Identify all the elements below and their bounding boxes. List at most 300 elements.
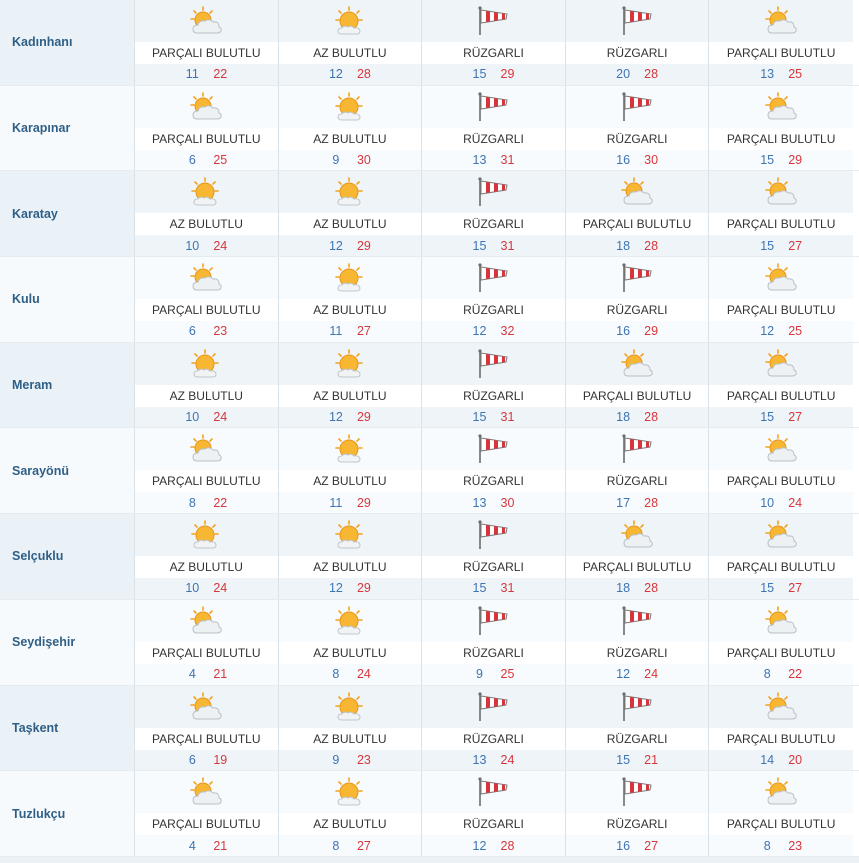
condition-label: PARÇALI BULUTLU bbox=[709, 42, 853, 64]
partly-cloudy-icon bbox=[764, 263, 798, 293]
high-temp: 29 bbox=[356, 581, 371, 596]
high-temp: 24 bbox=[213, 581, 228, 596]
low-temp: 10 bbox=[185, 410, 200, 425]
temperature-range bbox=[279, 492, 422, 513]
high-temp: 30 bbox=[356, 153, 371, 168]
temperature-range bbox=[709, 407, 853, 428]
low-temp: 9 bbox=[476, 667, 483, 682]
temperature-range bbox=[422, 64, 565, 85]
high-temp: 30 bbox=[500, 495, 515, 510]
low-temp: 15 bbox=[760, 238, 775, 253]
forecast-cell bbox=[566, 428, 710, 513]
temperature-range bbox=[279, 578, 422, 599]
forecast-cell bbox=[279, 428, 423, 513]
windsock-icon bbox=[476, 177, 510, 207]
forecast-cell bbox=[279, 686, 423, 771]
mostly-sunny-icon bbox=[189, 520, 223, 550]
high-temp: 22 bbox=[788, 667, 803, 682]
low-temp: 15 bbox=[760, 153, 775, 168]
temperature-range bbox=[135, 407, 278, 428]
city-name[interactable]: Karapınar bbox=[0, 86, 135, 171]
windsock-icon bbox=[476, 6, 510, 36]
high-temp: 30 bbox=[644, 153, 659, 168]
forecast-cell bbox=[709, 257, 853, 342]
high-temp: 27 bbox=[644, 838, 659, 853]
mostly-sunny-icon bbox=[333, 349, 367, 379]
low-temp: 12 bbox=[760, 324, 775, 339]
windsock-icon bbox=[476, 692, 510, 722]
temperature-range bbox=[566, 407, 709, 428]
temperature-range bbox=[422, 578, 565, 599]
forecast-cell bbox=[709, 600, 853, 685]
condition-label: AZ BULUTLU bbox=[135, 213, 278, 235]
icon-area bbox=[135, 86, 278, 128]
temperature-range bbox=[422, 664, 565, 685]
low-temp: 18 bbox=[616, 581, 631, 596]
low-temp: 13 bbox=[760, 67, 775, 82]
city-name[interactable]: Sarayönü bbox=[0, 428, 135, 513]
windsock-icon bbox=[620, 92, 654, 122]
low-temp: 10 bbox=[185, 238, 200, 253]
forecast-cell bbox=[709, 428, 853, 513]
low-temp: 11 bbox=[185, 67, 199, 82]
forecast-cell bbox=[566, 686, 710, 771]
temperature-range bbox=[279, 150, 422, 171]
low-temp: 15 bbox=[472, 67, 487, 82]
low-temp: 15 bbox=[472, 410, 487, 425]
low-temp: 6 bbox=[188, 752, 196, 767]
low-temp: 14 bbox=[760, 752, 775, 767]
temperature-range bbox=[709, 750, 853, 771]
condition-label: RÜZGARLI bbox=[422, 728, 565, 750]
windsock-icon bbox=[620, 777, 654, 807]
condition-label: AZ BULUTLU bbox=[279, 299, 422, 321]
icon-area bbox=[709, 771, 853, 813]
partly-cloudy-icon bbox=[764, 777, 798, 807]
windsock-icon bbox=[476, 434, 510, 464]
icon-area bbox=[422, 514, 565, 556]
temperature-range bbox=[135, 578, 278, 599]
partly-cloudy-icon bbox=[764, 92, 798, 122]
forecast-cell bbox=[135, 686, 279, 771]
icon-area bbox=[135, 600, 278, 642]
condition-label: AZ BULUTLU bbox=[279, 385, 422, 407]
forecast-cell bbox=[709, 771, 853, 856]
temperature-range bbox=[422, 321, 565, 342]
temperature-range bbox=[422, 750, 565, 771]
partly-cloudy-icon bbox=[764, 606, 798, 636]
icon-area bbox=[709, 343, 853, 385]
windsock-icon bbox=[620, 692, 654, 722]
temperature-range bbox=[566, 235, 709, 256]
high-temp: 31 bbox=[500, 153, 515, 168]
condition-label: PARÇALI BULUTLU bbox=[135, 728, 278, 750]
mostly-sunny-icon bbox=[333, 777, 367, 807]
forecast-cell bbox=[566, 86, 710, 171]
forecast-cell bbox=[422, 86, 566, 171]
icon-area bbox=[422, 428, 565, 470]
icon-area bbox=[422, 86, 565, 128]
condition-label: RÜZGARLI bbox=[422, 213, 565, 235]
condition-label: RÜZGARLI bbox=[422, 556, 565, 578]
temperature-range bbox=[566, 750, 709, 771]
high-temp: 29 bbox=[356, 410, 371, 425]
temperature-range bbox=[566, 578, 709, 599]
high-temp: 24 bbox=[500, 752, 515, 767]
mostly-sunny-icon bbox=[333, 606, 367, 636]
icon-area bbox=[422, 257, 565, 299]
temperature-range bbox=[135, 321, 278, 342]
condition-label: PARÇALI BULUTLU bbox=[709, 642, 853, 664]
city-row bbox=[0, 257, 859, 343]
icon-area bbox=[279, 343, 422, 385]
icon-area bbox=[135, 514, 278, 556]
temperature-range bbox=[135, 492, 278, 513]
forecast-cell bbox=[566, 771, 710, 856]
condition-label: RÜZGARLI bbox=[566, 728, 709, 750]
condition-label: PARÇALI BULUTLU bbox=[709, 213, 853, 235]
icon-area bbox=[566, 257, 709, 299]
icon-area bbox=[422, 686, 565, 728]
partly-cloudy-icon bbox=[189, 263, 223, 293]
forecast-cell bbox=[422, 343, 566, 428]
temperature-range bbox=[709, 64, 853, 85]
temperature-range bbox=[279, 321, 422, 342]
icon-area bbox=[709, 257, 853, 299]
high-temp: 29 bbox=[788, 153, 803, 168]
forecast-cell bbox=[279, 86, 423, 171]
high-temp: 23 bbox=[356, 752, 371, 767]
icon-area bbox=[709, 514, 853, 556]
city-name[interactable]: Seydişehir bbox=[0, 600, 135, 685]
icon-area bbox=[279, 600, 422, 642]
condition-label: PARÇALI BULUTLU bbox=[135, 470, 278, 492]
forecast-cell bbox=[422, 428, 566, 513]
high-temp: 23 bbox=[788, 838, 803, 853]
temperature-range bbox=[566, 492, 709, 513]
forecast-cell bbox=[279, 600, 423, 685]
icon-area bbox=[279, 86, 422, 128]
temperature-range bbox=[422, 835, 565, 856]
condition-label: PARÇALI BULUTLU bbox=[135, 299, 278, 321]
temperature-range bbox=[566, 664, 709, 685]
temperature-range bbox=[279, 750, 422, 771]
city-name[interactable]: Karatay bbox=[0, 171, 135, 256]
partly-cloudy-icon bbox=[189, 92, 223, 122]
windsock-icon bbox=[620, 6, 654, 36]
mostly-sunny-icon bbox=[333, 177, 367, 207]
windsock-icon bbox=[620, 606, 654, 636]
partly-cloudy-icon bbox=[764, 349, 798, 379]
low-temp: 6 bbox=[188, 324, 196, 339]
mostly-sunny-icon bbox=[189, 349, 223, 379]
high-temp: 27 bbox=[356, 838, 371, 853]
temperature-range bbox=[135, 750, 278, 771]
icon-area bbox=[709, 428, 853, 470]
high-temp: 28 bbox=[644, 410, 659, 425]
forecast-cell bbox=[566, 171, 710, 256]
forecast-cell bbox=[279, 257, 423, 342]
high-temp: 25 bbox=[213, 153, 228, 168]
high-temp: 24 bbox=[644, 667, 659, 682]
forecast-cell bbox=[135, 171, 279, 256]
city-name[interactable]: Kadınhanı bbox=[0, 0, 135, 85]
partly-cloudy-icon bbox=[189, 606, 223, 636]
mostly-sunny-icon bbox=[333, 692, 367, 722]
high-temp: 27 bbox=[356, 324, 371, 339]
forecast-cell bbox=[135, 0, 279, 85]
low-temp: 17 bbox=[616, 495, 631, 510]
low-temp: 12 bbox=[328, 581, 343, 596]
partly-cloudy-icon bbox=[764, 692, 798, 722]
temperature-range bbox=[709, 664, 853, 685]
icon-area bbox=[422, 600, 565, 642]
icon-area bbox=[709, 686, 853, 728]
partly-cloudy-icon bbox=[764, 434, 798, 464]
high-temp: 31 bbox=[500, 410, 515, 425]
partly-cloudy-icon bbox=[764, 177, 798, 207]
high-temp: 22 bbox=[213, 67, 228, 82]
temperature-range bbox=[135, 235, 278, 256]
condition-label: PARÇALI BULUTLU bbox=[135, 128, 278, 150]
condition-label: AZ BULUTLU bbox=[279, 128, 422, 150]
windsock-icon bbox=[476, 606, 510, 636]
city-row bbox=[0, 343, 859, 429]
forecast-cell bbox=[709, 171, 853, 256]
icon-area bbox=[422, 0, 565, 42]
temperature-range bbox=[709, 235, 853, 256]
icon-area bbox=[135, 771, 278, 813]
high-temp: 25 bbox=[788, 324, 803, 339]
icon-area bbox=[135, 686, 278, 728]
temperature-range bbox=[709, 150, 853, 171]
high-temp: 31 bbox=[500, 238, 515, 253]
icon-area bbox=[279, 171, 422, 213]
low-temp: 12 bbox=[616, 667, 631, 682]
forecast-cell bbox=[135, 257, 279, 342]
low-temp: 10 bbox=[185, 581, 200, 596]
low-temp: 15 bbox=[616, 752, 631, 767]
high-temp: 24 bbox=[213, 238, 228, 253]
forecast-cell bbox=[135, 771, 279, 856]
city-name[interactable]: Meram bbox=[0, 343, 135, 428]
city-row bbox=[0, 86, 859, 172]
mostly-sunny-icon bbox=[189, 177, 223, 207]
icon-area bbox=[566, 771, 709, 813]
low-temp: 8 bbox=[332, 667, 340, 682]
partly-cloudy-icon bbox=[620, 177, 654, 207]
condition-label: RÜZGARLI bbox=[422, 642, 565, 664]
temperature-range bbox=[279, 835, 422, 856]
low-temp: 8 bbox=[763, 838, 771, 853]
icon-area bbox=[135, 343, 278, 385]
condition-label: RÜZGARLI bbox=[422, 385, 565, 407]
temperature-range bbox=[135, 835, 278, 856]
icon-area bbox=[709, 0, 853, 42]
forecast-cell bbox=[279, 514, 423, 599]
icon-area bbox=[135, 257, 278, 299]
city-row bbox=[0, 514, 859, 600]
icon-area bbox=[422, 343, 565, 385]
condition-label: PARÇALI BULUTLU bbox=[709, 728, 853, 750]
city-row bbox=[0, 428, 859, 514]
forecast-cell bbox=[709, 86, 853, 171]
low-temp: 13 bbox=[472, 752, 487, 767]
high-temp: 25 bbox=[500, 667, 515, 682]
temperature-range bbox=[709, 835, 853, 856]
high-temp: 31 bbox=[500, 581, 515, 596]
forecast-cell bbox=[566, 514, 710, 599]
temperature-range bbox=[709, 492, 853, 513]
icon-area bbox=[135, 428, 278, 470]
temperature-range bbox=[279, 64, 422, 85]
low-temp: 18 bbox=[616, 238, 631, 253]
condition-label: PARÇALI BULUTLU bbox=[135, 813, 278, 835]
icon-area bbox=[279, 686, 422, 728]
low-temp: 8 bbox=[763, 667, 771, 682]
temperature-range bbox=[279, 235, 422, 256]
city-row bbox=[0, 600, 859, 686]
temperature-range bbox=[566, 150, 709, 171]
high-temp: 28 bbox=[644, 238, 659, 253]
icon-area bbox=[422, 771, 565, 813]
icon-area bbox=[566, 86, 709, 128]
mostly-sunny-icon bbox=[333, 520, 367, 550]
forecast-cell bbox=[135, 86, 279, 171]
condition-label: AZ BULUTLU bbox=[279, 813, 422, 835]
high-temp: 22 bbox=[213, 495, 228, 510]
temperature-range bbox=[566, 835, 709, 856]
high-temp: 21 bbox=[644, 752, 659, 767]
low-temp: 18 bbox=[616, 410, 631, 425]
icon-area bbox=[709, 171, 853, 213]
forecast-cell bbox=[422, 686, 566, 771]
city-name[interactable]: Taşkent bbox=[0, 686, 135, 771]
condition-label: PARÇALI BULUTLU bbox=[709, 299, 853, 321]
city-row bbox=[0, 771, 859, 857]
forecast-cell bbox=[135, 600, 279, 685]
low-temp: 4 bbox=[188, 838, 196, 853]
high-temp: 28 bbox=[356, 67, 371, 82]
low-temp: 12 bbox=[328, 67, 343, 82]
condition-label: PARÇALI BULUTLU bbox=[566, 385, 709, 407]
mostly-sunny-icon bbox=[333, 434, 367, 464]
icon-area bbox=[279, 771, 422, 813]
city-name[interactable]: Tuzlukçu bbox=[0, 771, 135, 856]
high-temp: 27 bbox=[788, 410, 803, 425]
low-temp: 10 bbox=[760, 495, 775, 510]
high-temp: 28 bbox=[500, 838, 515, 853]
condition-label: RÜZGARLI bbox=[566, 813, 709, 835]
icon-area bbox=[279, 514, 422, 556]
condition-label: RÜZGARLI bbox=[422, 813, 565, 835]
temperature-range bbox=[422, 150, 565, 171]
forecast-cell bbox=[422, 0, 566, 85]
icon-area bbox=[279, 0, 422, 42]
condition-label: RÜZGARLI bbox=[422, 128, 565, 150]
high-temp: 27 bbox=[788, 581, 803, 596]
condition-label: RÜZGARLI bbox=[566, 42, 709, 64]
icon-area bbox=[709, 600, 853, 642]
condition-label: PARÇALI BULUTLU bbox=[709, 556, 853, 578]
forecast-cell bbox=[135, 514, 279, 599]
partly-cloudy-icon bbox=[189, 692, 223, 722]
condition-label: AZ BULUTLU bbox=[279, 470, 422, 492]
temperature-range bbox=[135, 664, 278, 685]
mostly-sunny-icon bbox=[333, 263, 367, 293]
condition-label: PARÇALI BULUTLU bbox=[709, 470, 853, 492]
temperature-range bbox=[135, 150, 278, 171]
city-name[interactable]: Kulu bbox=[0, 257, 135, 342]
low-temp: 15 bbox=[760, 581, 775, 596]
low-temp: 4 bbox=[188, 667, 196, 682]
mostly-sunny-icon bbox=[333, 6, 367, 36]
low-temp: 6 bbox=[188, 153, 196, 168]
partly-cloudy-icon bbox=[189, 777, 223, 807]
windsock-icon bbox=[476, 520, 510, 550]
forecast-cell bbox=[566, 600, 710, 685]
condition-label: AZ BULUTLU bbox=[279, 642, 422, 664]
condition-label: AZ BULUTLU bbox=[279, 42, 422, 64]
forecast-cell bbox=[566, 257, 710, 342]
city-row bbox=[0, 171, 859, 257]
low-temp: 12 bbox=[472, 324, 487, 339]
city-name[interactable]: Selçuklu bbox=[0, 514, 135, 599]
condition-label: PARÇALI BULUTLU bbox=[566, 213, 709, 235]
forecast-cell bbox=[566, 0, 710, 85]
forecast-cell bbox=[566, 343, 710, 428]
high-temp: 24 bbox=[788, 495, 803, 510]
condition-label: RÜZGARLI bbox=[566, 299, 709, 321]
low-temp: 8 bbox=[332, 838, 340, 853]
high-temp: 29 bbox=[356, 238, 371, 253]
temperature-range bbox=[566, 64, 709, 85]
icon-area bbox=[566, 514, 709, 556]
condition-label: AZ BULUTLU bbox=[279, 728, 422, 750]
condition-label: AZ BULUTLU bbox=[135, 385, 278, 407]
forecast-cell bbox=[709, 343, 853, 428]
low-temp: 9 bbox=[332, 153, 340, 168]
windsock-icon bbox=[476, 92, 510, 122]
windsock-icon bbox=[620, 263, 654, 293]
partly-cloudy-icon bbox=[764, 6, 798, 36]
temperature-range bbox=[279, 664, 422, 685]
high-temp: 29 bbox=[500, 67, 515, 82]
forecast-cell bbox=[135, 343, 279, 428]
high-temp: 24 bbox=[213, 410, 228, 425]
condition-label: AZ BULUTLU bbox=[135, 556, 278, 578]
icon-area bbox=[709, 86, 853, 128]
icon-area bbox=[566, 343, 709, 385]
windsock-icon bbox=[476, 777, 510, 807]
high-temp: 32 bbox=[500, 324, 515, 339]
high-temp: 28 bbox=[644, 67, 659, 82]
forecast-cell bbox=[709, 514, 853, 599]
icon-area bbox=[279, 257, 422, 299]
forecast-cell bbox=[279, 171, 423, 256]
forecast-cell bbox=[279, 0, 423, 85]
temperature-range bbox=[422, 492, 565, 513]
low-temp: 15 bbox=[472, 581, 487, 596]
high-temp: 23 bbox=[213, 324, 228, 339]
low-temp: 13 bbox=[472, 495, 487, 510]
forecast-cell bbox=[422, 171, 566, 256]
partly-cloudy-icon bbox=[620, 520, 654, 550]
low-temp: 16 bbox=[616, 153, 631, 168]
condition-label: RÜZGARLI bbox=[422, 299, 565, 321]
high-temp: 21 bbox=[213, 838, 228, 853]
condition-label: AZ BULUTLU bbox=[279, 556, 422, 578]
